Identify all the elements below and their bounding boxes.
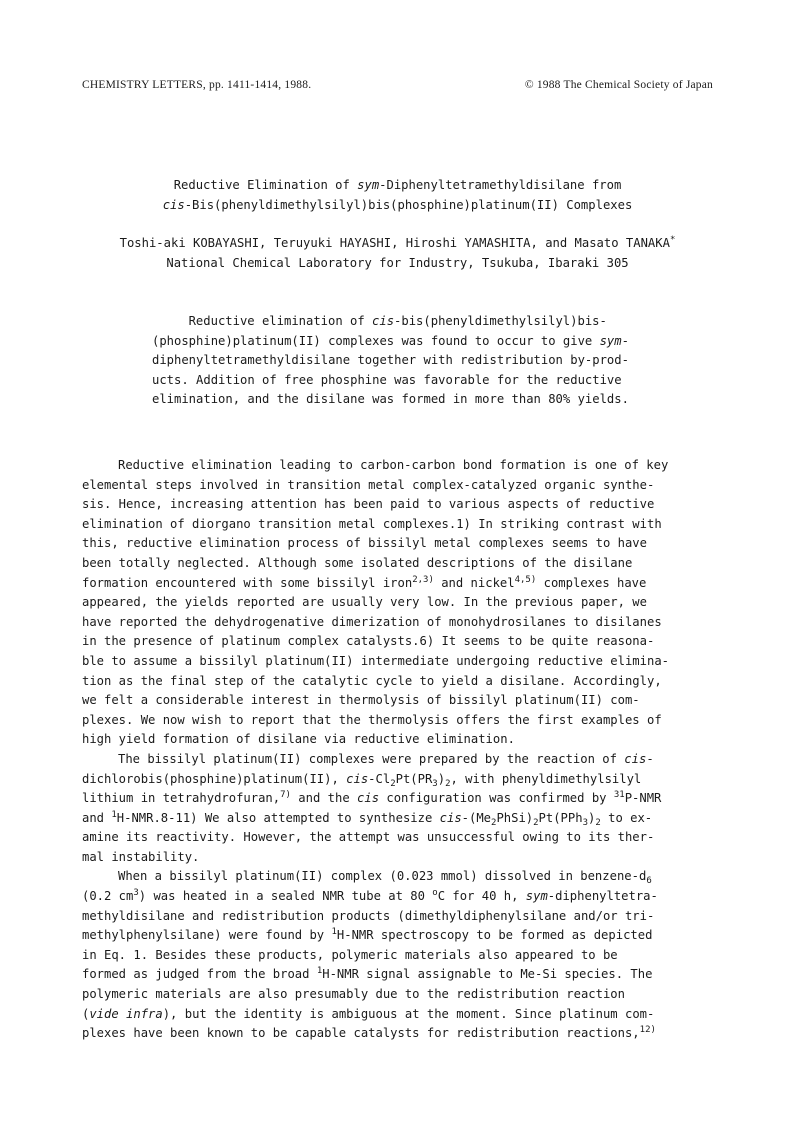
body-line: high yield formation of disilane via reductive elimination. <box>82 732 515 747</box>
author-affiliation: National Chemical Laboratory for Industry, Tsukuba, Ibaraki 305 <box>166 255 629 270</box>
body-line: formed as judged from the broad $^1$H-NMR signal assignable to Me-Si species. The <box>82 966 653 982</box>
body-line: tion as the final step of the catalytic cycle to yield a disilane. Accordingly, <box>82 673 662 688</box>
body-line: polymeric materials are also presumably due to the redistribution reaction <box>82 987 625 1002</box>
body-line: plexes. We now wish to report that the thermolysis offers the first examples of <box>82 712 662 727</box>
body-line: formation encountered with some bissilyl iron$^{2,3)}$ and nickel$^{4,5)}$ complexes have <box>82 574 647 590</box>
title-line-1: Reductive Elimination of sym-Diphenyltetramethyldisilane from <box>173 178 622 192</box>
abstract-line: Reductive elimination of cis-bis(phenyldimethylsilyl)bis- <box>188 314 607 328</box>
copyright-notice: © 1988 The Chemical Society of Japan <box>524 79 713 91</box>
body-line: When a bissilyl platinum(II) complex (0.023 mmol) dissolved in benzene-$d_6$ <box>118 869 652 887</box>
abstract-line: diphenyltetramethyldisilane together with redistribution by-prod- <box>152 353 629 368</box>
body-line: methylphenylsilane) were found by $^1$H-NMR spectroscopy to be formed as depicted <box>82 927 653 943</box>
body-line: mal instability. <box>82 849 200 864</box>
body-line: plexes have been known to be capable catalysts for redistribution reactions,$^{12)}$ <box>82 1025 656 1041</box>
body-paragraph <box>82 750 708 868</box>
body-paragraph <box>82 867 708 1043</box>
author-names: Toshi-aki KOBAYASHI, Teruyuki HAYASHI, Hiroshi YAMASHITA, and Masato TANAKA* <box>119 235 676 250</box>
title-line-2: cis-Bis(phenyldimethylsilyl)bis(phosphine)platinum(II) Complexes <box>162 197 633 212</box>
body-line: The bissilyl platinum(II) complexes were prepared by the reaction of cis- <box>118 751 654 766</box>
body-paragraph <box>82 456 708 750</box>
body-line: we felt a considerable interest in thermolysis of bissilyl platinum(II) com- <box>82 693 640 708</box>
abstract <box>152 312 657 410</box>
body-line: Reductive elimination leading to carbon-carbon bond formation is one of key <box>118 458 669 472</box>
abstract-line: ucts. Addition of free phosphine was favorable for the reductive <box>152 372 622 387</box>
body-line: in the presence of platinum complex catalysts.6) It seems to be quite reasona- <box>82 634 655 649</box>
body-line: and $^1$H-NMR.8-11) We also attempted to synthesize cis-$(Me_2PhSi)_2Pt(PPh_3)_2$ to ex- <box>82 809 653 828</box>
body-line: methyldisilane and redistribution products (dimethyldiphenylsilane and/or tri- <box>82 908 655 923</box>
article-title <box>82 176 713 215</box>
body-line: amine its reactivity. However, the attempt was unsuccessful owing to its ther- <box>82 830 655 845</box>
abstract-line: elimination, and the disilane was formed in more than 80% yields. <box>152 392 629 407</box>
journal-citation: CHEMISTRY LETTERS, pp. 1411-1414, 1988. <box>82 79 312 91</box>
body-line: this, reductive elimination process of bissilyl metal complexes seems to have <box>82 536 647 551</box>
body-line: ble to assume a bissilyl platinum(II) intermediate undergoing reductive elimina- <box>82 653 669 668</box>
body-line: elimination of diorgano transition metal complexes.1) In striking contrast with <box>82 516 662 531</box>
body-line: been totally neglected. Although some isolated descriptions of the disilane <box>82 555 633 570</box>
body-line: in Eq. 1. Besides these products, polymeric materials also appeared to be <box>82 947 618 962</box>
body-line: (0.2 $cm^3$) was heated in a sealed NMR tube at 80 $^o$C for 40 h, sym-diphenyltetra- <box>82 888 658 904</box>
body-line: have reported the dehydrogenative dimerization of monohydrosilanes to disilanes <box>82 614 662 629</box>
author-block <box>82 234 713 273</box>
body-line: (vide infra), but the identity is ambiguous at the moment. Since platinum com- <box>82 1006 655 1021</box>
body-line: elemental steps involved in transition metal complex-catalyzed organic synthe- <box>82 477 655 492</box>
article-body <box>82 456 708 1044</box>
body-line: sis. Hence, increasing attention has been paid to various aspects of reductive <box>82 497 655 512</box>
body-line: appeared, the yields reported are usually very low. In the previous paper, we <box>82 595 647 610</box>
body-line: lithium in tetrahydrofuran,$^{7)}$ and the cis configuration was confirmed by $^{31}$P-NMR <box>82 790 662 806</box>
body-line: dichlorobis(phosphine)platinum(II), cis-$Cl_2Pt(PR_3)_2$, with phenyldimethylsilyl <box>82 771 642 789</box>
abstract-line: (phosphine)platinum(II) complexes was found to occur to give sym- <box>152 333 629 348</box>
